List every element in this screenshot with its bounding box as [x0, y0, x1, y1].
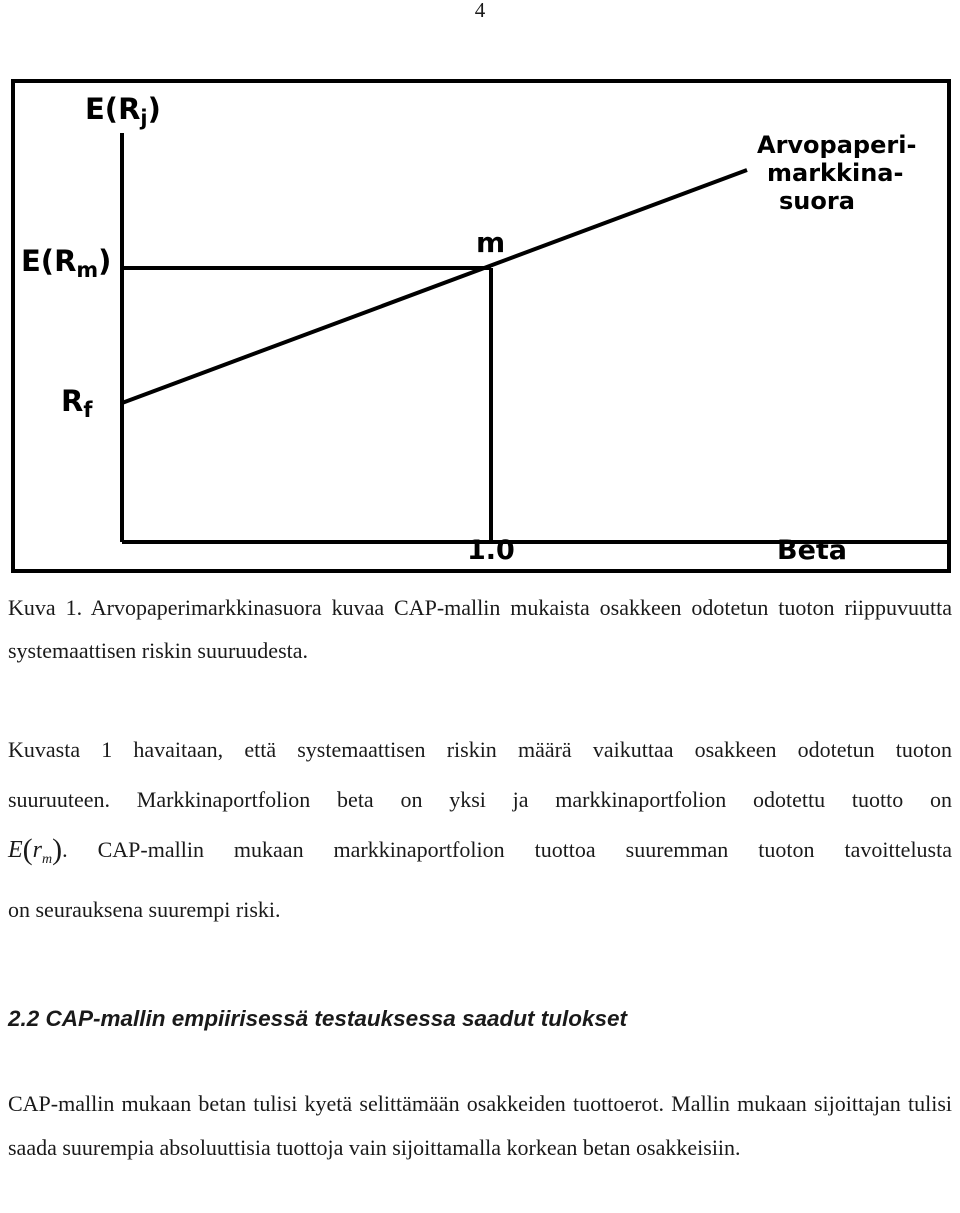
y-axis-label-sub: j [140, 105, 148, 130]
paragraph-1-line-1: Kuvasta 1 havaitaan, että systemaattisen riskin määrä vaikuttaa osakkeen odotetun tuoton [8, 737, 952, 762]
beta-tick-label: 1.0 [467, 535, 515, 566]
paragraph-1-line-3-text: . CAP-mallin mukaan markkinaportfolion tuottoa suuremman tuoton tavoittelusta [62, 837, 952, 862]
y-axis-label-end: ) [147, 92, 161, 126]
y-axis-label [85, 92, 161, 130]
sml-line-label-3: suora [779, 187, 855, 215]
sml-line-label-2: markkina- [767, 159, 904, 187]
risk-free-label-main: R [61, 384, 84, 418]
formula-sub: m [42, 851, 53, 867]
sml-figure [11, 79, 951, 573]
paragraph-1-line-4: on seurauksena suurempi riski. [8, 896, 281, 922]
paragraph-1-line-2: suuruuteen. Markkinaportfolion beta on yksi ja markkinaportfolion odotettu tuotto on [8, 787, 952, 812]
x-axis-label: Beta [777, 535, 848, 566]
sml-line-label-1: Arvopaperi- [757, 131, 917, 159]
formula-close-paren: ) [52, 833, 63, 866]
paragraph-1-line-3 [8, 825, 952, 885]
risk-free-label [61, 384, 93, 422]
y-axis-label-main: E(R [85, 92, 141, 126]
formula-e: E [8, 837, 23, 863]
formula-r: r [32, 837, 43, 863]
section-heading: 2.2 CAP-mallin empiirisessä testauksessa saadut tulokset [8, 1006, 628, 1031]
formula-open-paren: ( [22, 833, 33, 866]
market-return-label-end: ) [98, 244, 112, 278]
market-return-label [21, 244, 112, 282]
page-number: 4 [474, 0, 486, 22]
market-return-label-main: E(R [21, 244, 77, 278]
market-point-label: m [476, 226, 506, 259]
security-market-line [122, 170, 747, 403]
paragraph-2: CAP-mallin mukaan betan tulisi kyetä selittämään osakkeiden tuottoerot. Mallin mukaan sijoittajan tulisi saada suurempia absoluuttisia tuottoja vain sijoittamalla korkean betan osakkeisiin. [8, 1091, 952, 1160]
sml-line-label [757, 131, 916, 215]
market-return-label-sub: m [76, 257, 99, 282]
paragraph-1 [8, 725, 952, 935]
market-return-formula [8, 833, 63, 867]
risk-free-label-sub: f [83, 397, 93, 422]
figure-caption: Kuva 1. Arvopaperimarkkinasuora kuvaa CAP-mallin mukaista osakkeen odotetun tuoton riippuvuutta systemaattisen riskin suuruudesta. [8, 595, 952, 663]
